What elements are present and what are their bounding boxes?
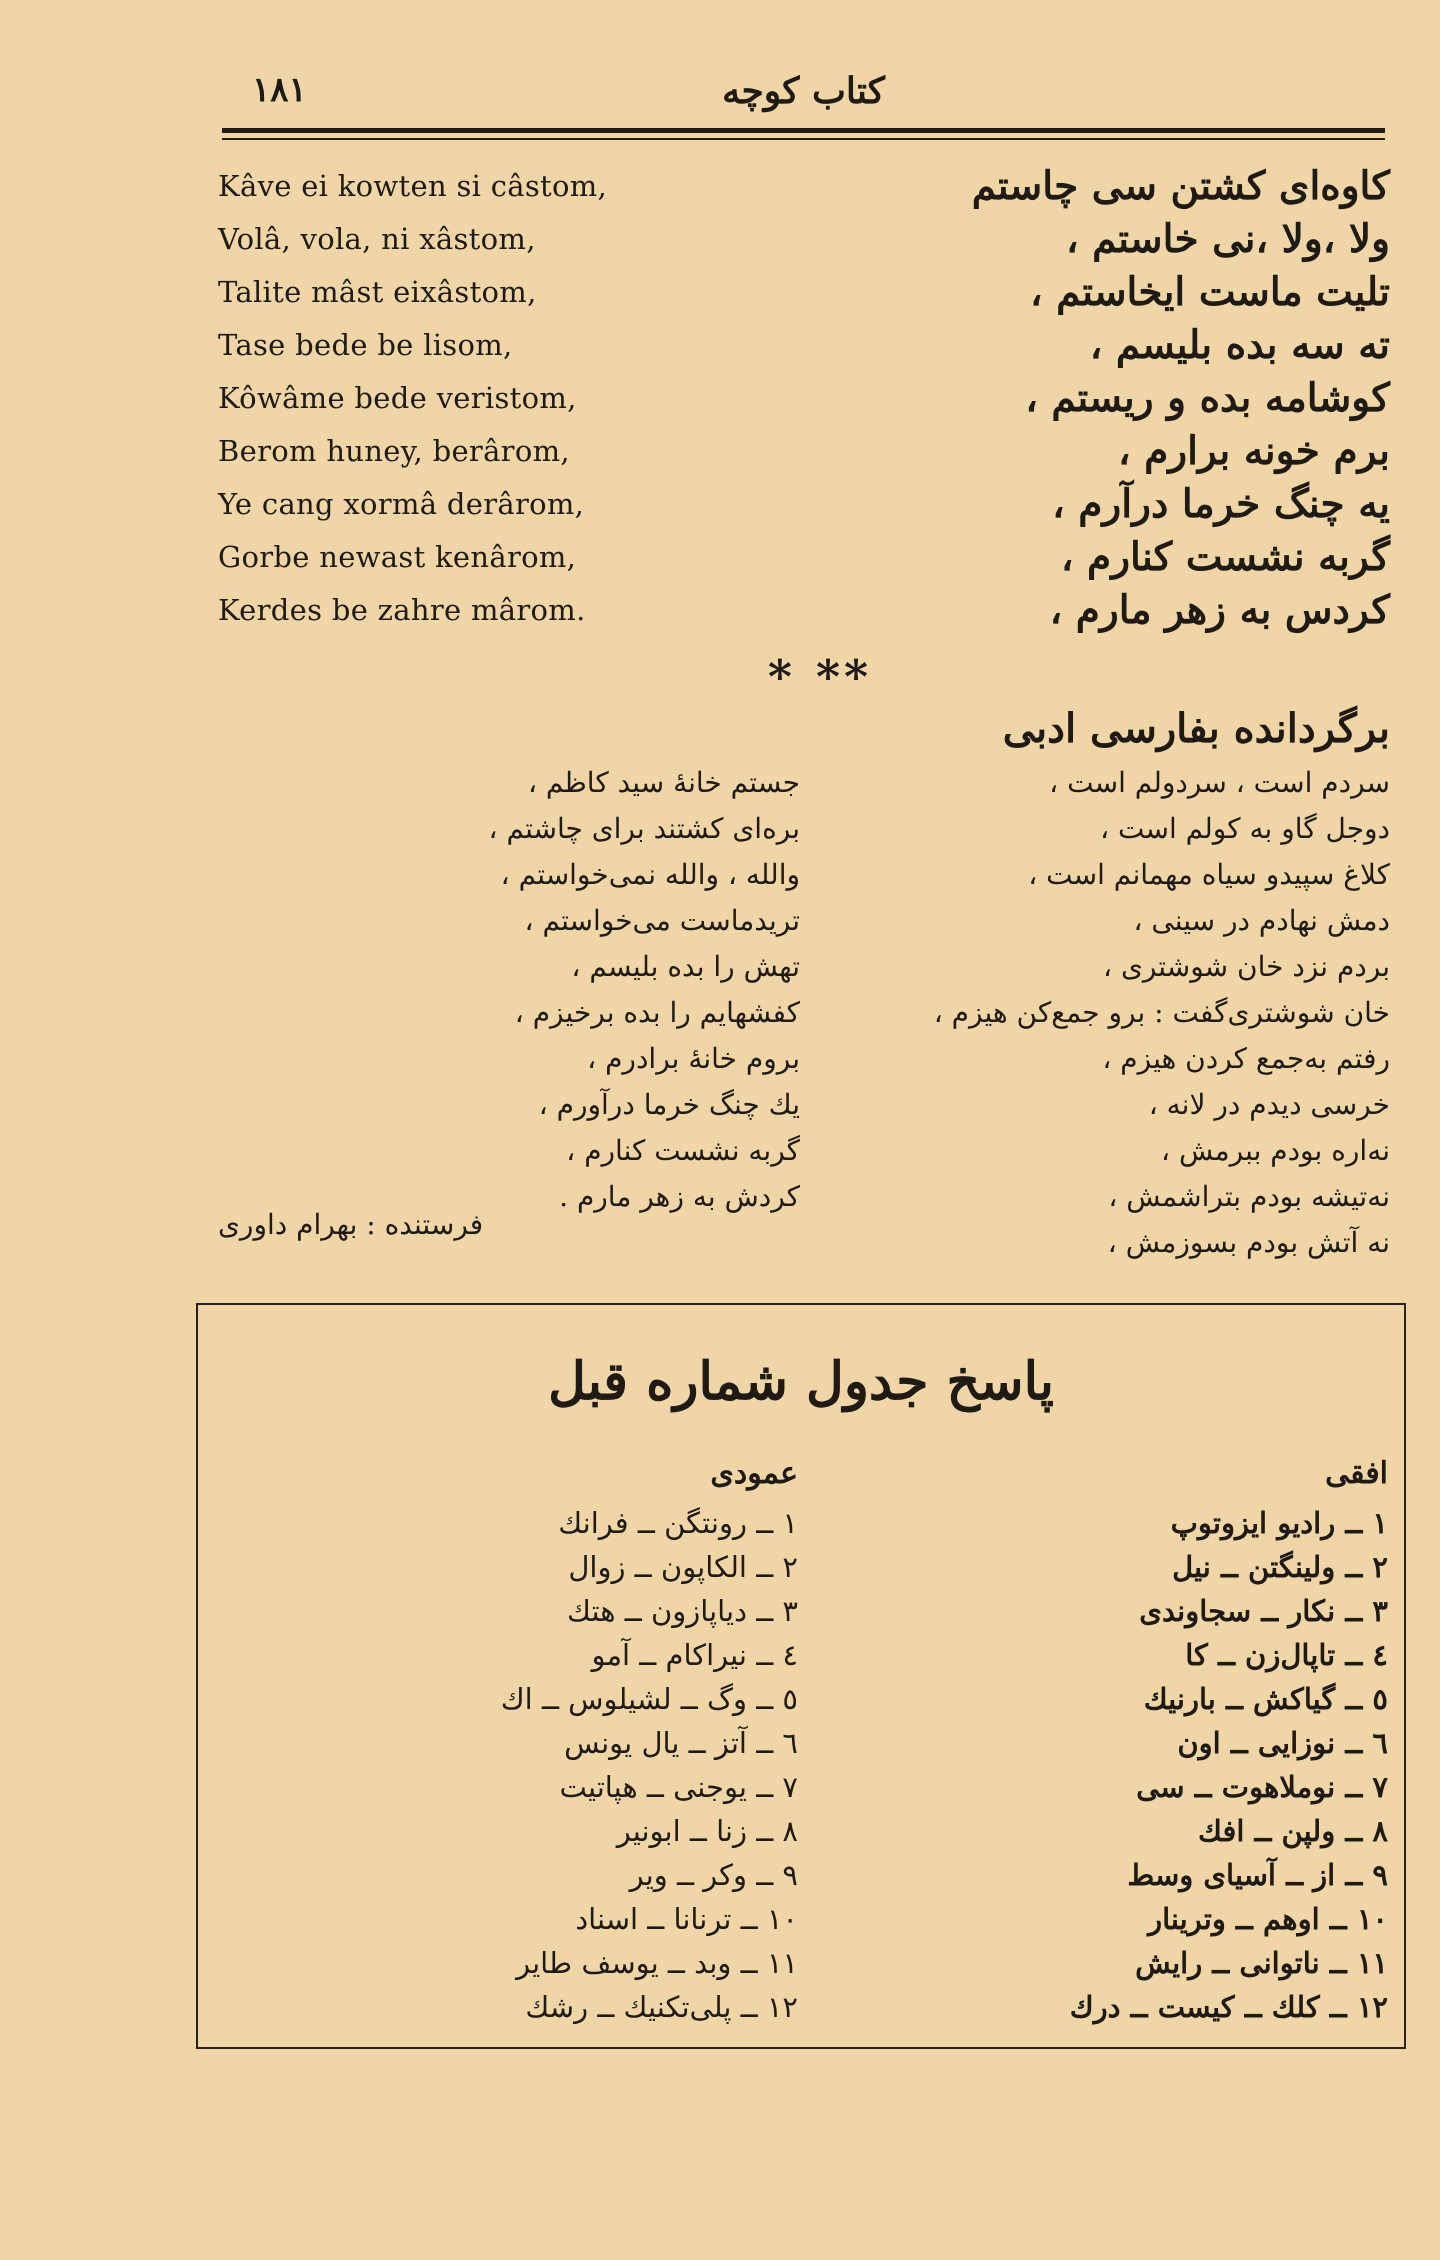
down-answer: ۷ ــ یوجنی ــ هپاتیت (559, 1770, 798, 1804)
translation-line: تریدماست می‌خواستم ، (524, 904, 800, 937)
poem-dialect (880, 160, 1390, 660)
across-answer: ۸ ــ ولپن ــ افك (1198, 1814, 1388, 1848)
translation-line: بره‌ای کشتند برای چاشتم ، (488, 812, 800, 845)
page-number: ۱۸۱ (252, 70, 307, 110)
across-answer: ٦ ــ نوزایی ــ اون (1177, 1726, 1388, 1760)
sender-credit: فرستنده : بهرام داوری (218, 1208, 484, 1241)
poem-latin-line: Kerdes be zahre mârom. (218, 593, 586, 627)
across-answer: ۱ ــ رادیو ایزوتوپ (1170, 1506, 1388, 1540)
poem-transliteration (218, 160, 738, 660)
translation-line: کردش به زهر مارم . (559, 1180, 800, 1213)
translation-line: بروم خانهٔ برادرم ، (587, 1042, 800, 1075)
across-answer: ۲ ــ ولینگتن ــ نیل (1172, 1550, 1388, 1584)
poem-persian-line: کاوه‌ای کشتن سی چاستم (971, 163, 1390, 209)
across-answer: ۳ ــ نکار ــ سجاوندی (1139, 1594, 1388, 1628)
answers-title: پاسخ جدول شماره قبل (548, 1351, 1054, 1412)
across-answer: ٥ ــ گیاکش ــ بارنیك (1143, 1682, 1388, 1716)
poem-persian-line: گربه نشست کنارم ، (1060, 534, 1390, 580)
poem-persian-line: برم خونه برارم ، (1117, 428, 1390, 474)
header-rule-thin (222, 138, 1385, 140)
translation-line: بردم نزد خان شوشتری ، (1103, 950, 1390, 983)
translation-column-left (380, 760, 800, 1220)
across-answer: ۹ ــ از ــ آسیای وسط (1127, 1858, 1388, 1892)
down-answer: ۱۲ ــ پلی‌تکنیك ــ رشك (525, 1990, 798, 2024)
poem-latin-line: Volâ, vola, ni xâstom, (218, 222, 536, 256)
poem-persian-line: کردس به زهر مارم ، (1049, 587, 1390, 633)
down-answer: ۱۱ ــ وبد ــ یوسف طایر (516, 1946, 798, 1980)
translation-line: سردم است ، سردولم است ، (1049, 766, 1390, 799)
translation-column-right (900, 760, 1390, 1266)
down-answer: ٥ ــ وگ ــ لشیلوس ــ اك (500, 1682, 798, 1716)
across-answer: ۱۱ ــ ناتوانی ــ رایش (1135, 1946, 1388, 1980)
translation-line: کلاغ سپیدو سیاه مهمانم است ، (1028, 858, 1390, 891)
poem-persian-line: ولا ،ولا ،نی خاستم ، (1066, 216, 1390, 262)
translation-line: والله ، والله نمی‌خواستم ، (500, 858, 800, 891)
down-answer: ۳ ــ دیاپازون ــ هتك (567, 1594, 798, 1628)
across-answer: ۷ ــ نوملاهوت ــ سی (1136, 1770, 1388, 1804)
translation-line: رفتم به‌جمع کردن هیزم ، (1102, 1042, 1390, 1075)
poem-persian-line: ته سه بده بلیسم ، (1089, 322, 1390, 368)
down-answer: ٦ ــ آتز ــ یال یونس (564, 1726, 798, 1760)
translation-line: نه‌تیشه بودم بتراشمش ، (1108, 1180, 1390, 1213)
translation-line: کفشهایم را بده برخیزم ، (514, 996, 800, 1029)
poem-latin-line: Ye cang xormâ derârom, (218, 487, 585, 521)
poem-latin-line: Kâve ei kowten si câstom, (218, 169, 608, 203)
poem-latin-line: Talite mâst eixâstom, (218, 275, 537, 309)
page-header (222, 62, 1385, 132)
across-answer: ۱۲ ــ کلك ــ کیست ــ درك (1069, 1990, 1388, 2024)
answers-down-column (498, 1453, 798, 2029)
translation-line: نه آتش بودم بسوزمش ، (1107, 1226, 1390, 1259)
header-rule-thick (222, 128, 1385, 133)
down-answer: ۲ ــ الکاپون ــ زوال (568, 1550, 798, 1584)
translation-line: گربه نشست کنارم ، (566, 1134, 800, 1167)
translation-line: جستم خانهٔ سید کاظم ، (527, 766, 800, 799)
poem-persian-line: یه چنگ خرما درآرم ، (1052, 481, 1390, 527)
down-heading: عمودی (710, 1456, 798, 1491)
answers-across-column (968, 1453, 1388, 2029)
translation-line: دمش نهادم در سینی ، (1133, 904, 1390, 937)
poem-latin-line: Tase bede be lisom, (218, 328, 513, 362)
poem-latin-line: Kôwâme bede veristom, (218, 381, 577, 415)
poem-persian-line: تلیت ماست ایخاستم ، (1029, 269, 1390, 315)
down-answer: ٤ ــ نیراکام ــ آمو (591, 1638, 798, 1672)
down-answer: ۱۰ ــ ترنانا ــ اسناد (575, 1902, 798, 1936)
running-title: کتاب کوچه (722, 70, 885, 112)
across-heading: افقی (1325, 1456, 1388, 1491)
section-separator: * ** (767, 650, 873, 704)
down-answer: ۸ ــ زنا ــ ابونیر (616, 1814, 798, 1848)
translation-line: یك چنگ خرما درآورم ، (538, 1088, 800, 1121)
translation-line: خرسی دیدم در لانه ، (1148, 1088, 1390, 1121)
crossword-answers-box (196, 1303, 1406, 2049)
translation-line: دوجل گاو به کولم است ، (1100, 812, 1390, 845)
poem-latin-line: Gorbe newast kenârom, (218, 540, 577, 574)
translation-line: خان شوشتری‌گفت : برو جمع‌کن هیزم ، (933, 996, 1390, 1029)
across-answer: ۱۰ ــ اوهم ــ وترینار (1148, 1902, 1388, 1936)
translation-line: تهش را بده بلیسم ، (571, 950, 800, 983)
poem-latin-line: Berom huney, berârom, (218, 434, 570, 468)
poem-persian-line: کوشامه بده و ریستم ، (1025, 375, 1390, 421)
translation-line: نه‌اره بودم ببرمش ، (1161, 1134, 1390, 1167)
across-answer: ٤ ــ تاپال‌زن ــ کا (1185, 1638, 1388, 1672)
down-answer: ۹ ــ وکر ــ ویر (629, 1858, 798, 1892)
translation-title: برگردانده بفارسی ادبی (1002, 705, 1390, 752)
down-answer: ۱ ــ رونتگن ــ فرانك (558, 1506, 798, 1540)
